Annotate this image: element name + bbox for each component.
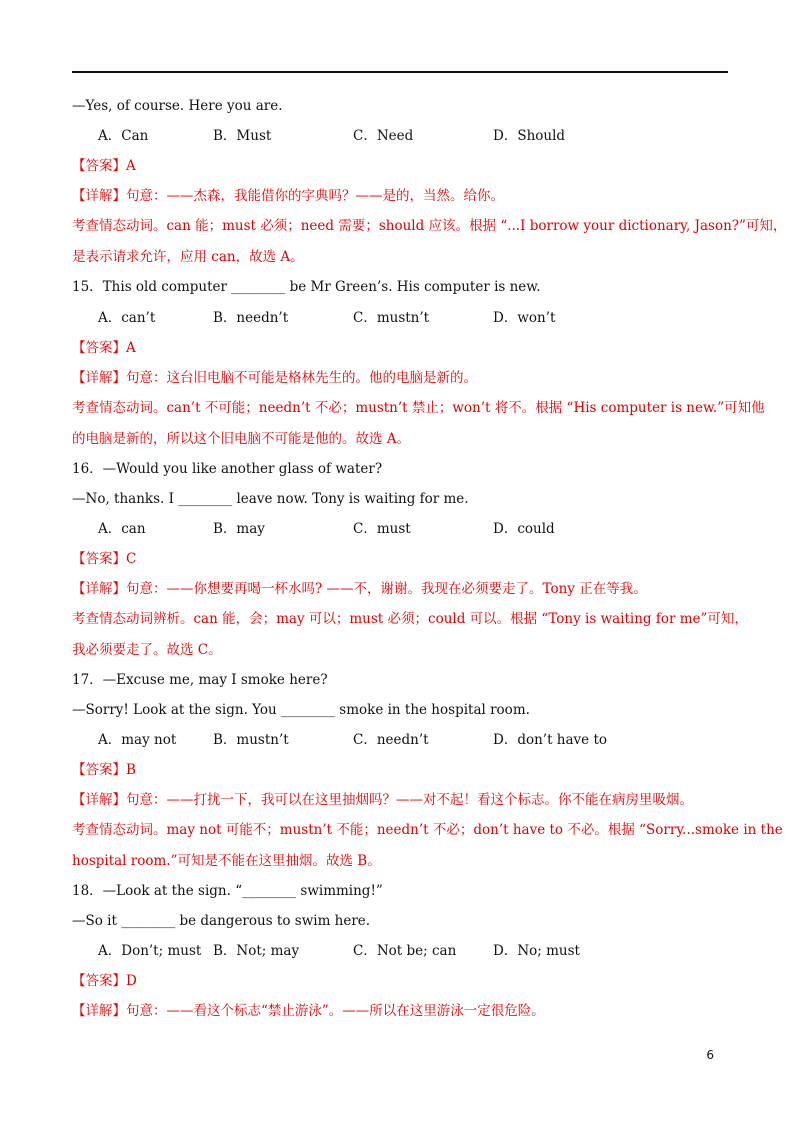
q14-detail-line1: 【详解】句意：——杰森，我能借你的字典吗？——是的，当然。给你。: [72, 188, 504, 204]
q15-option-a: A．can’t: [98, 310, 156, 326]
header-rule: [72, 71, 728, 73]
q15-stem: 15．This old computer ________ be Mr Green’s. His computer is new.: [72, 279, 541, 295]
q17-option-a: A．may not: [98, 732, 177, 748]
q18-detail-line1: 【详解】句意：——看这个标志“禁止游泳”。——所以在这里游泳一定很危险。: [72, 1003, 545, 1019]
q17-stem-line2: —Sorry! Look at the sign. You ________ smoke in the hospital room.: [72, 702, 530, 718]
q16-detail-line1: 【详解】句意：——你想要再喝一杯水吗? ——不，谢谢。我现在必须要走了。Tony 正在等我。: [72, 581, 647, 597]
q17-option-c: C．needn’t: [353, 732, 429, 748]
q17-detail-line3: hospital room.”可知是不能在这里抽烟。故选 B。: [72, 853, 381, 869]
q17-option-b: B．mustn’t: [213, 732, 289, 748]
q18-option-c: C．Not be; can: [353, 943, 457, 959]
q16-answer: 【答案】C: [72, 551, 137, 567]
q14-detail-line3: 是表示请求允许，应用 can，故选 A。: [72, 249, 304, 265]
q15-detail-line1: 【详解】句意：这台旧电脑不可能是格林先生的。他的电脑是新的。: [72, 370, 477, 386]
q17-detail-line2: 考查情态动词。may not 可能不；mustn’t 不能；needn’t 不必；don’t have to 不必。根据 “Sorry...smoke in the: [72, 822, 783, 838]
q18-option-b: B．Not; may: [213, 943, 300, 959]
q17-option-d: D．don’t have to: [493, 732, 607, 748]
q16-detail-line2: 考查情态动词辨析。can 能，会；may 可以；must 必须；could 可以。根据 “Tony is waiting for me”可知，: [72, 611, 748, 627]
q15-answer: 【答案】A: [72, 340, 136, 356]
q16-option-a: A．can: [98, 521, 146, 537]
q16-option-b: B．may: [213, 521, 265, 537]
q14-option-b: B．Must: [213, 128, 272, 144]
q14-answer: 【答案】A: [72, 158, 136, 174]
q15-detail-line2: 考查情态动词。can’t 不可能；needn’t 不必；mustn’t 禁止；won’t 将不。根据 “His computer is new.”可知他: [72, 400, 765, 416]
q18-stem-line1: 18．—Look at the sign. “________ swimming!”: [72, 883, 383, 899]
q18-stem-line2: —So it ________ be dangerous to swim here.: [72, 913, 371, 929]
q16-option-d: D．could: [493, 521, 555, 537]
q15-detail-line3: 的电脑是新的，所以这个旧电脑不可能是他的。故选 A。: [72, 431, 411, 447]
q14-option-c: C．Need: [353, 128, 414, 144]
q16-stem-line2: —No, thanks. I ________ leave now. Tony is waiting for me.: [72, 491, 469, 507]
q17-detail-line1: 【详解】句意：——打扰一下，我可以在这里抽烟吗？——对不起！看这个标志。你不能在病房里吸烟。: [72, 792, 693, 808]
q15-option-b: B．needn’t: [213, 310, 289, 326]
q14-option-a: A．Can: [98, 128, 149, 144]
q18-option-a: A．Don’t; must: [98, 943, 202, 959]
q15-option-c: C．mustn’t: [353, 310, 430, 326]
q18-answer: 【答案】D: [72, 973, 137, 989]
q14-option-d: D．Should: [493, 128, 566, 144]
q17-stem-line1: 17．—Excuse me, may I smoke here?: [72, 672, 328, 688]
page-number: 6: [706, 1048, 714, 1062]
q17-answer: 【答案】B: [72, 762, 136, 778]
q15-option-d: D．won’t: [493, 310, 556, 326]
q16-stem-line1: 16．—Would you like another glass of water?: [72, 461, 383, 477]
q18-option-d: D．No; must: [493, 943, 580, 959]
q16-detail-line3: 我必须要走了。故选 C。: [72, 642, 222, 658]
q16-option-c: C．must: [353, 521, 411, 537]
q14-stem: —Yes, of course. Here you are.: [72, 98, 283, 114]
q14-detail-line2: 考查情态动词。can 能；must 必须；need 需要；should 应该。根据 “...I borrow your dictionary, Jason?”可知，: [72, 218, 787, 234]
